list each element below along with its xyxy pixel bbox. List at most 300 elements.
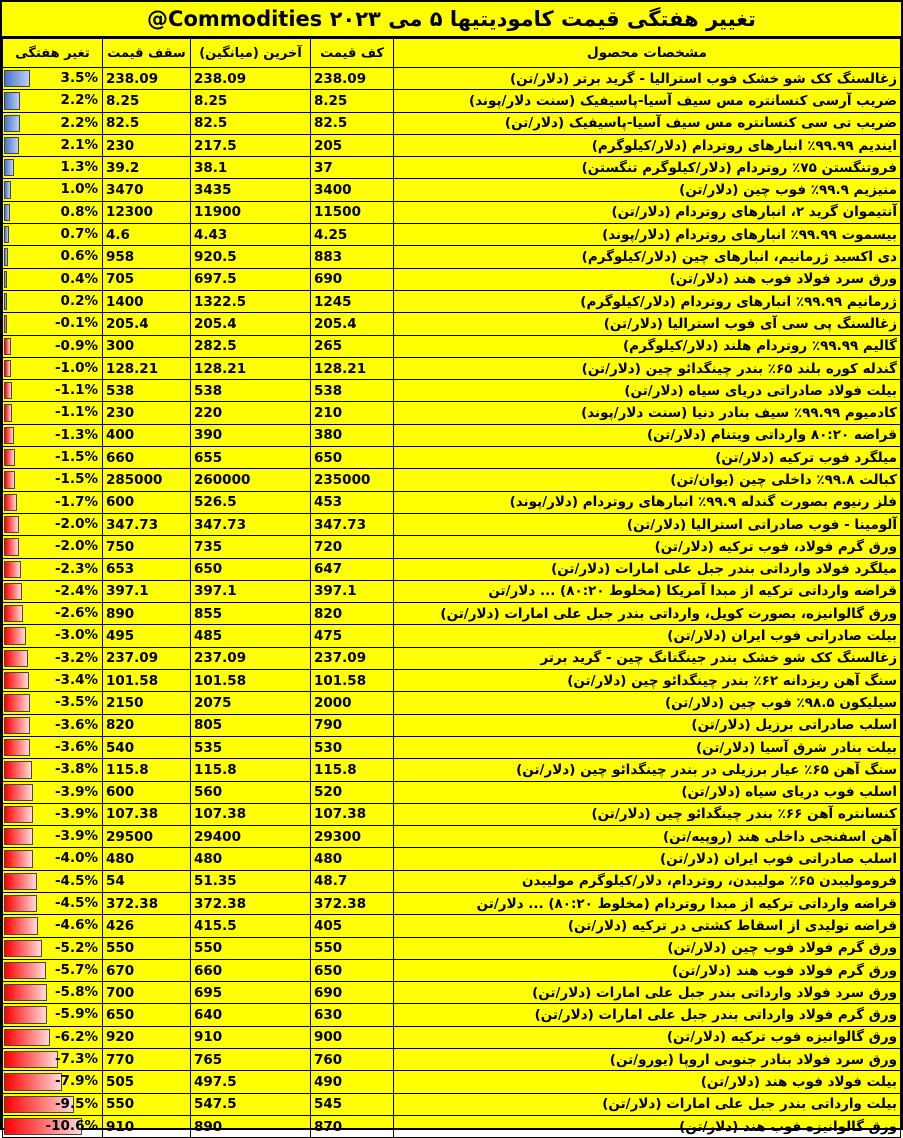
min-price-cell: 1245 <box>311 290 394 312</box>
product-desc-cell: ورق گالوانیزه فوب ترکیه (دلار/تن) <box>394 1026 901 1048</box>
last-price-cell: 82.5 <box>191 112 311 134</box>
product-desc-cell: ورق گرم فولاد، فوب ترکیه (دلار/تن) <box>394 536 901 558</box>
product-desc-cell: اسلب صادراتی فوب ایران (دلار/تن) <box>394 848 901 870</box>
change-data-bar <box>4 248 8 265</box>
change-cell <box>3 402 103 424</box>
last-price-cell: 920.5 <box>191 246 311 268</box>
max-price-cell: 230 <box>103 402 191 424</box>
max-price-cell: 372.38 <box>103 892 191 914</box>
min-price-cell: 238.09 <box>311 68 394 90</box>
change-cell <box>3 1049 103 1071</box>
change-data-bar <box>4 70 30 87</box>
change-value: -9.5% <box>54 1095 98 1112</box>
change-cell <box>3 290 103 312</box>
table-row <box>3 1026 901 1048</box>
last-price-cell: 415.5 <box>191 915 311 937</box>
max-price-cell: 890 <box>103 603 191 625</box>
table-row <box>3 959 901 981</box>
change-value: -3.9% <box>54 828 98 845</box>
last-price-cell: 2075 <box>191 692 311 714</box>
change-data-bar <box>4 137 19 154</box>
table-row <box>3 201 901 223</box>
max-price-cell: 910 <box>103 1115 191 1137</box>
last-price-cell: 390 <box>191 424 311 446</box>
last-price-cell: 655 <box>191 447 311 469</box>
change-data-bar <box>4 694 30 711</box>
change-value: -3.6% <box>54 738 98 755</box>
last-price-cell: 560 <box>191 781 311 803</box>
change-cell <box>3 670 103 692</box>
max-price-cell: 1400 <box>103 290 191 312</box>
min-price-cell: 37 <box>311 157 394 179</box>
change-value: -2.6% <box>54 605 98 622</box>
table-row <box>3 982 901 1004</box>
change-value: -5.2% <box>54 939 98 956</box>
change-value: -3.5% <box>54 694 98 711</box>
min-price-cell: 107.38 <box>311 803 394 825</box>
max-price-cell: 750 <box>103 536 191 558</box>
max-price-cell: 347.73 <box>103 513 191 535</box>
max-price-cell: 495 <box>103 625 191 647</box>
change-value: -7.3% <box>54 1051 98 1068</box>
last-price-cell: 1322.5 <box>191 290 311 312</box>
product-desc-cell: ورق سرد فولاد فوب هند (دلار/تن) <box>394 268 901 290</box>
table-row <box>3 380 901 402</box>
max-price-cell: 54 <box>103 870 191 892</box>
product-desc-cell: قراضه وارداتی ترکیه از مبدا آمریکا (مخلوط ۸۰:۲۰) ... دلار/تن <box>394 580 901 602</box>
last-price-cell: 695 <box>191 982 311 1004</box>
min-price-cell: 900 <box>311 1026 394 1048</box>
max-price-cell: 39.2 <box>103 157 191 179</box>
product-desc-cell: ضریب تی سی کنسانتره مس سیف آسیا-پاسیفیک (دلار/تن) <box>394 112 901 134</box>
product-desc-cell: بیلت صادراتی فوب ایران (دلار/تن) <box>394 625 901 647</box>
table-row <box>3 447 901 469</box>
change-data-bar <box>4 561 21 578</box>
change-data-bar <box>4 204 10 221</box>
change-value: -1.5% <box>54 471 98 488</box>
product-desc-cell: قراضه وارداتی ترکیه از مبدا روتردام (مخلوط ۸۰:۲۰) ... دلار/تن <box>394 892 901 914</box>
table-row <box>3 90 901 112</box>
change-value: -2.0% <box>54 538 98 555</box>
min-price-cell: 205.4 <box>311 313 394 335</box>
change-data-bar <box>4 494 17 511</box>
max-price-cell: 3470 <box>103 179 191 201</box>
product-desc-cell: فرومولیبدن ۶۵٪ مولیبدن، روتردام، دلار/کیلوگرم مولیبدن <box>394 870 901 892</box>
last-price-cell: 115.8 <box>191 759 311 781</box>
last-price-cell: 497.5 <box>191 1071 311 1093</box>
table-row <box>3 1093 901 1115</box>
change-data-bar <box>4 471 15 488</box>
change-cell <box>3 826 103 848</box>
change-data-bar <box>4 895 37 912</box>
table-row <box>3 826 901 848</box>
product-desc-cell: اسلب صادراتی برزیل (دلار/تن) <box>394 714 901 736</box>
table-row <box>3 536 901 558</box>
change-value: -2.3% <box>54 560 98 577</box>
change-cell <box>3 848 103 870</box>
product-desc-cell: فروتنگستن ۷۵٪ روتردام (دلار/کیلوگرم تنگستن) <box>394 157 901 179</box>
max-price-cell: 285000 <box>103 469 191 491</box>
change-data-bar <box>4 293 7 310</box>
change-value: 2.1% <box>60 136 98 153</box>
change-cell <box>3 736 103 758</box>
last-price-cell: 550 <box>191 937 311 959</box>
change-cell <box>3 625 103 647</box>
last-price-cell: 735 <box>191 536 311 558</box>
change-cell <box>3 781 103 803</box>
product-desc-cell: سنگ آهن ریزدانه ۶۲٪ بندر چینگدائو چین (دلار/تن) <box>394 670 901 692</box>
min-price-cell: 870 <box>311 1115 394 1137</box>
change-cell <box>3 157 103 179</box>
change-cell <box>3 803 103 825</box>
min-price-cell: 128.21 <box>311 357 394 379</box>
min-price-cell: 8.25 <box>311 90 394 112</box>
table-row <box>3 112 901 134</box>
change-data-bar <box>4 427 14 444</box>
change-cell <box>3 959 103 981</box>
change-value: -5.7% <box>54 961 98 978</box>
change-cell <box>3 224 103 246</box>
table-row <box>3 892 901 914</box>
min-price-cell: 11500 <box>311 201 394 223</box>
product-desc-cell: دی اکسید ژرمانیم، انبارهای چین (دلار/کیلوگرم) <box>394 246 901 268</box>
change-data-bar <box>4 962 46 979</box>
table-row <box>3 224 901 246</box>
table-row <box>3 179 901 201</box>
change-value: 2.2% <box>60 114 98 131</box>
change-data-bar <box>4 449 15 466</box>
min-price-cell: 530 <box>311 736 394 758</box>
max-price-cell: 650 <box>103 1004 191 1026</box>
change-data-bar <box>4 92 20 109</box>
product-desc-cell: ژرمانیم ۹۹.۹۹٪ انبارهای روتردام (دلار/کیلوگرم) <box>394 290 901 312</box>
change-value: -3.0% <box>54 627 98 644</box>
max-price-cell: 2150 <box>103 692 191 714</box>
change-data-bar <box>4 1073 62 1090</box>
max-price-cell: 540 <box>103 736 191 758</box>
product-desc-cell: ورق سرد فولاد وارداتی بندر جبل علی امارات (دلار/تن) <box>394 982 901 1004</box>
last-price-cell: 29400 <box>191 826 311 848</box>
table-body <box>3 68 901 1138</box>
change-value: -4.5% <box>54 894 98 911</box>
min-price-cell: 237.09 <box>311 647 394 669</box>
product-desc-cell: گندله کوره بلند ۶۵٪ بندر چینگدائو چین (دلار/تن) <box>394 357 901 379</box>
product-desc-cell: اسلب فوب دریای سیاه (دلار/تن) <box>394 781 901 803</box>
change-value: -1.1% <box>54 404 98 421</box>
change-value: -0.1% <box>54 315 98 332</box>
max-price-cell: 653 <box>103 558 191 580</box>
last-price-cell: 397.1 <box>191 580 311 602</box>
product-desc-cell: کبالت ۹۹.۸٪ داخلی چین (یوان/تن) <box>394 469 901 491</box>
change-value: -0.9% <box>54 337 98 354</box>
max-price-cell: 397.1 <box>103 580 191 602</box>
table-row <box>3 424 901 446</box>
change-data-bar <box>4 850 33 867</box>
table-row <box>3 670 901 692</box>
table-row <box>3 937 901 959</box>
max-price-cell: 550 <box>103 1093 191 1115</box>
last-price-cell: 8.25 <box>191 90 311 112</box>
product-desc-cell: بیلت بنادر شرق آسیا (دلار/تن) <box>394 736 901 758</box>
change-cell <box>3 201 103 223</box>
change-value: 0.2% <box>60 292 98 309</box>
last-price-cell: 890 <box>191 1115 311 1137</box>
change-data-bar <box>4 271 7 288</box>
last-price-cell: 660 <box>191 959 311 981</box>
last-price-cell: 650 <box>191 558 311 580</box>
change-data-bar <box>4 984 47 1001</box>
table-row <box>3 1071 901 1093</box>
change-value: -3.9% <box>54 805 98 822</box>
change-value: 0.6% <box>60 248 98 265</box>
product-desc-cell: ضریب آرسی کنسانتره مس سیف آسیا-پاسیفیک (سنت دلار/پوند) <box>394 90 901 112</box>
last-price-cell: 128.21 <box>191 357 311 379</box>
last-price-cell: 526.5 <box>191 491 311 513</box>
change-value: 2.2% <box>60 92 98 109</box>
max-price-cell: 128.21 <box>103 357 191 379</box>
product-desc-cell: بیلت فولاد فوب هند (دلار/تن) <box>394 1071 901 1093</box>
change-value: 0.4% <box>60 270 98 287</box>
max-price-cell: 101.58 <box>103 670 191 692</box>
max-price-cell: 400 <box>103 424 191 446</box>
change-cell <box>3 714 103 736</box>
min-price-cell: 380 <box>311 424 394 446</box>
change-value: -1.5% <box>54 449 98 466</box>
change-cell <box>3 112 103 134</box>
table-row <box>3 335 901 357</box>
min-price-cell: 550 <box>311 937 394 959</box>
min-price-cell: 720 <box>311 536 394 558</box>
min-price-cell: 883 <box>311 246 394 268</box>
change-value: -2.4% <box>54 582 98 599</box>
change-data-bar <box>4 360 11 377</box>
header-row <box>3 39 901 68</box>
change-cell <box>3 1004 103 1026</box>
change-data-bar <box>4 226 9 243</box>
max-price-cell: 670 <box>103 959 191 981</box>
header-last: آخرین (میانگین) <box>191 39 311 68</box>
table-row <box>3 580 901 602</box>
change-data-bar <box>4 761 32 778</box>
max-price-cell: 600 <box>103 491 191 513</box>
max-price-cell: 12300 <box>103 201 191 223</box>
change-data-bar <box>4 1051 58 1068</box>
min-price-cell: 647 <box>311 558 394 580</box>
min-price-cell: 650 <box>311 447 394 469</box>
change-cell <box>3 68 103 90</box>
product-desc-cell: میلگرد فوب ترکیه (دلار/تن) <box>394 447 901 469</box>
change-cell <box>3 513 103 535</box>
max-price-cell: 29500 <box>103 826 191 848</box>
change-cell <box>3 892 103 914</box>
max-price-cell: 480 <box>103 848 191 870</box>
table-row <box>3 803 901 825</box>
last-price-cell: 260000 <box>191 469 311 491</box>
min-price-cell: 115.8 <box>311 759 394 781</box>
max-price-cell: 238.09 <box>103 68 191 90</box>
min-price-cell: 538 <box>311 380 394 402</box>
max-price-cell: 237.09 <box>103 647 191 669</box>
last-price-cell: 805 <box>191 714 311 736</box>
min-price-cell: 235000 <box>311 469 394 491</box>
change-value: 3.5% <box>60 70 98 86</box>
change-data-bar <box>4 672 29 689</box>
change-cell <box>3 1093 103 1115</box>
min-price-cell: 475 <box>311 625 394 647</box>
change-value: -1.7% <box>54 493 98 510</box>
last-price-cell: 282.5 <box>191 335 311 357</box>
change-value: 1.3% <box>60 159 98 176</box>
min-price-cell: 4.25 <box>311 224 394 246</box>
table-row <box>3 848 901 870</box>
table-row <box>3 313 901 335</box>
change-data-bar <box>4 940 42 957</box>
change-value: -4.6% <box>54 917 98 934</box>
product-desc-cell: ورق گرم فولاد فوب چین (دلار/تن) <box>394 937 901 959</box>
table-row <box>3 625 901 647</box>
min-price-cell: 397.1 <box>311 580 394 602</box>
table-row <box>3 603 901 625</box>
change-cell <box>3 335 103 357</box>
last-price-cell: 910 <box>191 1026 311 1048</box>
max-price-cell: 820 <box>103 714 191 736</box>
change-cell <box>3 1026 103 1048</box>
max-price-cell: 600 <box>103 781 191 803</box>
max-price-cell: 660 <box>103 447 191 469</box>
min-price-cell: 347.73 <box>311 513 394 535</box>
product-desc-cell: آهن اسفنجی داخلی هند (روپیه/تن) <box>394 826 901 848</box>
change-cell <box>3 937 103 959</box>
change-cell <box>3 870 103 892</box>
table-row <box>3 870 901 892</box>
change-data-bar <box>4 315 7 332</box>
commodities-table <box>2 38 901 1138</box>
change-data-bar <box>4 917 38 934</box>
last-price-cell: 38.1 <box>191 157 311 179</box>
last-price-cell: 640 <box>191 1004 311 1026</box>
max-price-cell: 8.25 <box>103 90 191 112</box>
min-price-cell: 29300 <box>311 826 394 848</box>
min-price-cell: 265 <box>311 335 394 357</box>
table-row <box>3 68 901 90</box>
min-price-cell: 453 <box>311 491 394 513</box>
change-data-bar <box>4 828 33 845</box>
change-value: -1.0% <box>54 359 98 376</box>
table-row <box>3 558 901 580</box>
change-value: -2.0% <box>54 515 98 532</box>
table-row <box>3 781 901 803</box>
product-desc-cell: ورق گالوانیزه فوب هند (دلار/تن) <box>394 1115 901 1137</box>
max-price-cell: 538 <box>103 380 191 402</box>
max-price-cell: 958 <box>103 246 191 268</box>
change-cell <box>3 603 103 625</box>
change-value: -10.6% <box>45 1117 98 1134</box>
last-price-cell: 217.5 <box>191 134 311 156</box>
last-price-cell: 4.43 <box>191 224 311 246</box>
min-price-cell: 690 <box>311 268 394 290</box>
change-data-bar <box>4 605 23 622</box>
table-row <box>3 759 901 781</box>
last-price-cell: 480 <box>191 848 311 870</box>
change-value: -3.4% <box>54 672 98 689</box>
table-row <box>3 1115 901 1137</box>
change-value: -5.9% <box>54 1006 98 1023</box>
table-row <box>3 157 901 179</box>
change-cell <box>3 357 103 379</box>
min-price-cell: 790 <box>311 714 394 736</box>
change-value: -7.9% <box>54 1073 98 1090</box>
product-desc-cell: سنگ آهن ۶۵٪ عیار برزیلی در بندر چینگدائو چین (دلار/تن) <box>394 759 901 781</box>
header-change: تغیر هفتگی <box>3 39 103 68</box>
change-value: -3.2% <box>54 649 98 666</box>
change-cell <box>3 982 103 1004</box>
max-price-cell: 700 <box>103 982 191 1004</box>
last-price-cell: 3435 <box>191 179 311 201</box>
change-value: -5.8% <box>54 984 98 1001</box>
change-value: -1.3% <box>54 426 98 443</box>
change-value: 0.8% <box>60 203 98 220</box>
change-data-bar <box>4 650 28 667</box>
change-cell <box>3 759 103 781</box>
min-price-cell: 650 <box>311 959 394 981</box>
table-row <box>3 915 901 937</box>
change-cell <box>3 246 103 268</box>
max-price-cell: 550 <box>103 937 191 959</box>
min-price-cell: 3400 <box>311 179 394 201</box>
product-desc-cell: آنتیموان گرید ۲، انبارهای روتردام (دلار/تن) <box>394 201 901 223</box>
last-price-cell: 205.4 <box>191 313 311 335</box>
product-desc-cell: بیسموت ۹۹.۹۹٪ انبارهای روتردام (دلار/پوند) <box>394 224 901 246</box>
product-desc-cell: قراضه تولیدی از اسقاط کشتی در ترکیه (دلار/تن) <box>394 915 901 937</box>
product-desc-cell: ورق سرد فولاد بنادر جنوبی اروپا (یورو/تن) <box>394 1049 901 1071</box>
change-cell <box>3 313 103 335</box>
last-price-cell: 538 <box>191 380 311 402</box>
last-price-cell: 347.73 <box>191 513 311 535</box>
product-desc-cell: آلومینا - فوب صادراتی استرالیا (دلار/تن) <box>394 513 901 535</box>
min-price-cell: 520 <box>311 781 394 803</box>
min-price-cell: 101.58 <box>311 670 394 692</box>
change-data-bar <box>4 115 20 132</box>
min-price-cell: 210 <box>311 402 394 424</box>
change-data-bar <box>4 1029 50 1046</box>
min-price-cell: 490 <box>311 1071 394 1093</box>
max-price-cell: 770 <box>103 1049 191 1071</box>
product-desc-cell: گالیم ۹۹.۹۹٪ روتردام هلند (دلار/کیلوگرم) <box>394 335 901 357</box>
table-row <box>3 469 901 491</box>
change-data-bar <box>4 583 22 600</box>
product-desc-cell: زغالسنگ کک شو خشک فوب استرالیا - گرید برتر (دلار/تن) <box>394 68 901 90</box>
header-max: سقف قیمت <box>103 39 191 68</box>
max-price-cell: 426 <box>103 915 191 937</box>
change-cell <box>3 491 103 513</box>
change-cell <box>3 268 103 290</box>
last-price-cell: 697.5 <box>191 268 311 290</box>
table-row <box>3 357 901 379</box>
product-desc-cell: بیلت فولاد صادراتی دریای سیاه (دلار/تن) <box>394 380 901 402</box>
table-row <box>3 402 901 424</box>
change-cell <box>3 90 103 112</box>
max-price-cell: 107.38 <box>103 803 191 825</box>
table-row <box>3 647 901 669</box>
change-cell <box>3 692 103 714</box>
change-cell <box>3 380 103 402</box>
max-price-cell: 230 <box>103 134 191 156</box>
change-value: -3.6% <box>54 716 98 733</box>
last-price-cell: 220 <box>191 402 311 424</box>
change-cell <box>3 179 103 201</box>
table-row <box>3 134 901 156</box>
change-cell <box>3 1071 103 1093</box>
